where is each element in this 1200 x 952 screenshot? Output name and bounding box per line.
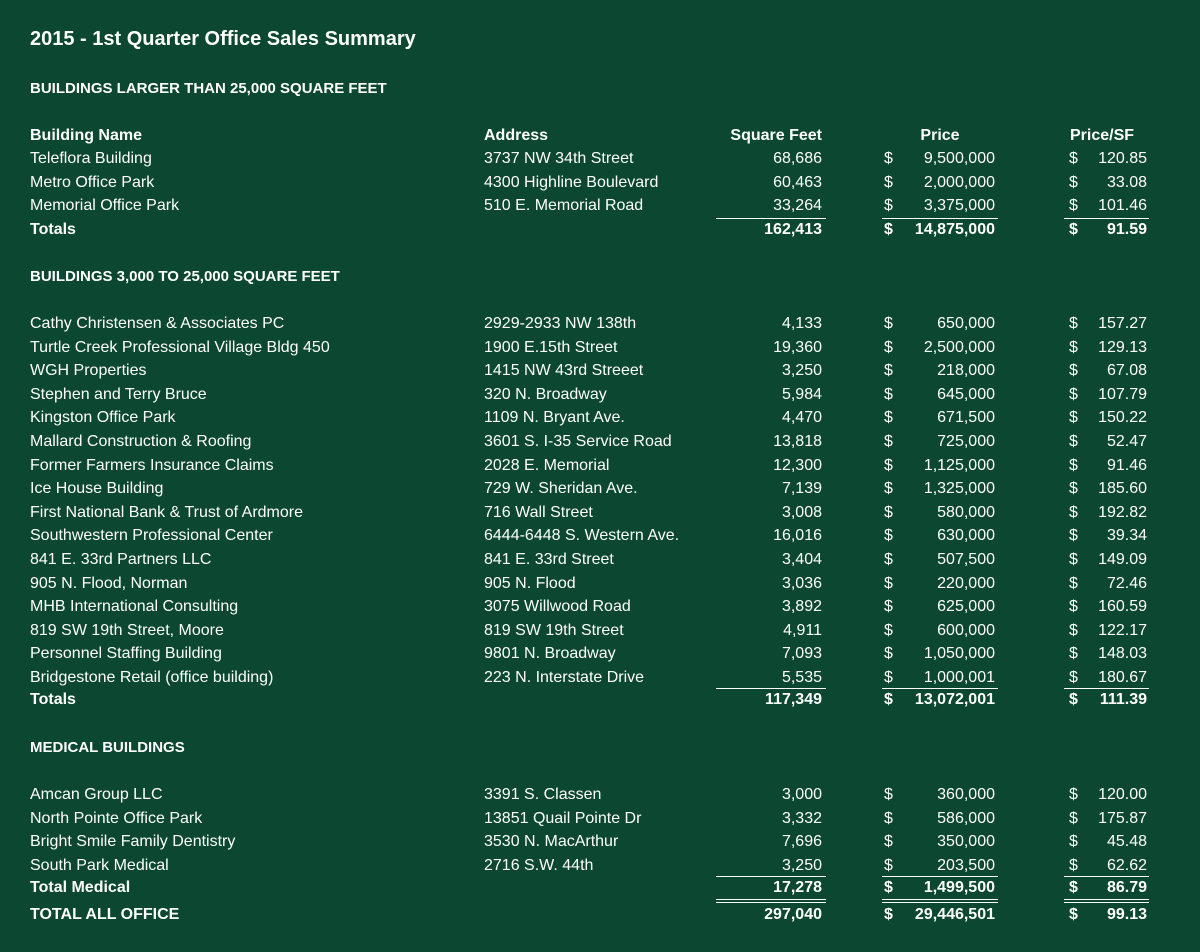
cell-square-feet: 5,535 [781,669,822,686]
cell-name: Metro Office Park [30,173,155,191]
cell-price-sf: 148.03 [1098,645,1147,663]
cell-price: 9,500,000 [923,150,995,167]
cell-price-currency: $ [884,385,893,403]
cell-name: 819 SW 19th Street, Moore [30,621,224,639]
table-row [0,831,1200,855]
cell-price-currency: $ [884,315,893,332]
cell-price-currency: $ [884,338,893,356]
cell-price: 1,325,000 [923,480,995,498]
cell-price-sf: 101.46 [1098,197,1147,214]
cell-price-sf-currency: $ [1069,197,1078,214]
cell-address: 3530 N. MacArthur [484,833,619,850]
cell-square-feet: 3,008 [781,503,822,521]
cell-price-sf: 149.09 [1098,551,1147,568]
cell-square-feet: 68,686 [773,150,822,167]
cell-square-feet: 4,133 [781,315,822,332]
cell-price-currency: $ [884,433,893,450]
totals-row [0,877,1200,901]
cell-price-sf-currency: $ [1069,856,1078,874]
section-heading-mid: BUILDINGS 3,000 TO 25,000 SQUARE FEET [30,268,340,285]
cell-square-feet: 7,696 [781,833,822,850]
cell-price-currency: $ [884,856,893,874]
cell-price-sf-currency: $ [1069,786,1078,803]
cell-price: 29,446,501 [914,906,995,923]
grand-total-rule-sf [716,899,826,903]
cell-price-sf-currency: $ [1069,809,1078,827]
cell-price: 2,000,000 [923,173,995,191]
cell-name: Total Medical [30,879,131,896]
cell-address: 905 N. Flood [484,574,576,592]
cell-address: 1415 NW 43rd Streeet [484,362,644,380]
cell-price: 1,050,000 [923,645,995,663]
cell-price: 220,000 [937,574,995,592]
table-row [0,549,1200,573]
table-row [0,808,1200,832]
cell-price-sf-currency: $ [1069,221,1078,238]
cell-square-feet: 4,911 [783,621,822,639]
cell-price-sf: 150.22 [1098,409,1147,427]
table-row [0,148,1200,172]
table-row [0,573,1200,597]
cell-price-sf-currency: $ [1069,551,1078,568]
cell-price-sf-currency: $ [1069,503,1078,521]
table-row [0,478,1200,502]
cell-price-currency: $ [884,574,893,592]
cell-price-currency: $ [884,409,893,427]
table-row [0,360,1200,384]
cell-price-sf: 122.17 [1098,621,1147,639]
table-row [0,596,1200,620]
cell-name: Teleflora Building [30,150,152,167]
cell-price-sf-currency: $ [1069,527,1078,545]
cell-price-currency: $ [884,456,893,474]
table-row [0,172,1200,196]
cell-price-currency: $ [884,150,893,167]
table-header [0,125,1200,149]
cell-price-currency: $ [884,833,893,850]
cell-name: Former Farmers Insurance Claims [30,456,274,474]
section-heading-medical: MEDICAL BUILDINGS [30,739,185,756]
header-building-name: Building Name [30,127,143,144]
cell-price: 630,000 [937,527,995,545]
cell-name: Cathy Christensen & Associates PC [30,315,285,332]
cell-address: 3391 S. Classen [484,786,602,803]
cell-price-sf-currency: $ [1069,833,1078,850]
grand-total-row [0,904,1200,928]
cell-name: Personnel Staffing Building [30,645,222,663]
cell-price: 645,000 [937,385,995,403]
cell-square-feet: 19,360 [773,338,822,356]
cell-square-feet: 5,984 [781,385,822,403]
table-row [0,455,1200,479]
cell-price-currency: $ [884,527,893,545]
cell-price-sf: 86.79 [1106,879,1147,896]
cell-address: 2028 E. Memorial [484,456,610,474]
cell-price-currency: $ [884,691,893,708]
table-row [0,643,1200,667]
table-row [0,667,1200,691]
cell-name: First National Bank & Trust of Ardmore [30,503,303,521]
subtotal-rule-sf [716,688,826,689]
cell-name: Stephen and Terry Bruce [30,385,207,403]
totals-row [0,689,1200,713]
header-square-feet: Square Feet [730,127,822,144]
cell-price-currency: $ [884,906,893,923]
cell-name: Ice House Building [30,480,164,498]
cell-square-feet: 16,016 [773,527,822,545]
cell-address: 716 Wall Street [484,503,593,521]
cell-name: South Park Medical [30,856,169,874]
table-row [0,620,1200,644]
table-row [0,525,1200,549]
subtotal-rule-psf [1064,218,1149,219]
cell-price-sf-currency: $ [1069,598,1078,616]
subtotal-rule-price [882,876,998,877]
cell-price-sf-currency: $ [1069,150,1078,167]
cell-name: Turtle Creek Professional Village Bldg 450 [30,338,330,356]
cell-name: Totals [30,221,76,238]
cell-price-sf: 129.13 [1098,338,1147,356]
cell-name: Memorial Office Park [30,197,180,214]
cell-price-sf: 45.48 [1106,833,1147,850]
cell-price-currency: $ [884,598,893,616]
cell-name: MHB International Consulting [30,598,239,616]
cell-price-currency: $ [884,173,893,191]
cell-square-feet: 3,250 [781,362,822,380]
cell-name: Bridgestone Retail (office building) [30,669,274,686]
cell-square-feet: 7,093 [781,645,822,663]
subtotal-rule-psf [1064,876,1149,877]
cell-address: 819 SW 19th Street [484,621,624,639]
cell-price-sf-currency: $ [1069,338,1078,356]
cell-price-sf-currency: $ [1069,409,1078,427]
cell-price: 580,000 [937,503,995,521]
cell-name: Amcan Group LLC [30,786,163,803]
cell-name: North Pointe Office Park [30,809,203,827]
cell-address: 9801 N. Broadway [484,645,616,663]
cell-price-currency: $ [884,503,893,521]
subtotal-rule-psf [1064,688,1149,689]
subtotal-rule-price [882,218,998,219]
cell-price: 1,125,000 [923,456,995,474]
cell-price-currency: $ [884,362,893,380]
cell-name: WGH Properties [30,362,147,380]
cell-price-sf: 91.46 [1106,456,1147,474]
cell-price-sf: 62.62 [1106,856,1147,874]
table-row [0,502,1200,526]
header-price-sf: Price/SF [1070,127,1135,144]
cell-price: 13,072,001 [914,691,995,708]
subtotal-rule-sf [716,876,826,877]
cell-price-sf: 160.59 [1098,598,1147,616]
table-row [0,855,1200,879]
cell-price-sf: 99.13 [1106,906,1147,923]
table-row [0,407,1200,431]
cell-price-sf-currency: $ [1069,480,1078,498]
cell-price-sf-currency: $ [1069,173,1078,191]
cell-name: Southwestern Professional Center [30,527,273,545]
cell-price-currency: $ [884,221,893,238]
page-title: 2015 - 1st Quarter Office Sales Summary [30,28,416,50]
cell-address: 841 E. 33rd Street [484,551,614,568]
cell-price-sf: 67.08 [1106,362,1147,380]
cell-address: 3075 Willwood Road [484,598,631,616]
cell-price-sf: 175.87 [1098,809,1147,827]
cell-address: 2929-2933 NW 138th [484,315,637,332]
cell-name: TOTAL ALL OFFICE [30,906,180,923]
cell-price-sf-currency: $ [1069,879,1078,896]
cell-square-feet: 17,278 [773,879,822,896]
grand-total-rule-price [882,899,998,903]
cell-price-currency: $ [884,786,893,803]
cell-price: 2,500,000 [923,338,995,356]
cell-price-sf: 107.79 [1098,385,1147,403]
cell-price-sf-currency: $ [1069,362,1078,380]
cell-price-sf-currency: $ [1069,456,1078,474]
header-address: Address [484,127,549,144]
cell-name: Totals [30,691,76,708]
cell-price: 725,000 [937,433,995,450]
cell-name: Kingston Office Park [30,409,176,427]
section-heading-large: BUILDINGS LARGER THAN 25,000 SQUARE FEET [30,80,387,97]
cell-square-feet: 3,036 [781,574,822,592]
cell-address: 13851 Quail Pointe Dr [484,809,642,827]
cell-price-sf-currency: $ [1069,385,1078,403]
cell-square-feet: 3,000 [781,786,822,803]
cell-square-feet: 3,404 [781,551,822,568]
cell-name: Mallard Construction & Roofing [30,433,252,450]
table-row [0,195,1200,219]
cell-price-sf: 111.39 [1099,691,1147,708]
subtotal-rule-price [882,688,998,689]
grand-total-rule-psf [1064,899,1149,903]
cell-price: 600,000 [937,621,995,639]
cell-address: 510 E. Memorial Road [484,197,644,214]
cell-price-sf-currency: $ [1069,645,1078,663]
cell-price-currency: $ [884,645,893,663]
cell-square-feet: 7,139 [781,480,822,498]
header-price: Price [920,127,960,144]
cell-address: 6444-6448 S. Western Ave. [484,527,680,545]
cell-price: 1,000,001 [923,669,995,686]
cell-price-currency: $ [884,669,893,686]
totals-row [0,219,1200,243]
cell-price-sf: 120.00 [1098,786,1147,803]
cell-square-feet: 60,463 [773,173,822,191]
cell-price-sf-currency: $ [1069,574,1078,592]
cell-square-feet: 4,470 [781,409,822,427]
cell-price-sf: 91.59 [1106,221,1147,238]
table-row [0,313,1200,337]
cell-square-feet: 3,250 [781,856,822,874]
cell-price-sf-currency: $ [1069,433,1078,450]
cell-price-sf-currency: $ [1069,669,1078,686]
cell-square-feet: 12,300 [773,456,822,474]
cell-price: 218,000 [937,362,995,380]
cell-price-sf: 39.34 [1106,527,1147,545]
cell-price-sf-currency: $ [1069,691,1078,708]
cell-price-sf-currency: $ [1069,315,1078,332]
cell-price: 350,000 [937,833,995,850]
table-row [0,784,1200,808]
cell-price-sf-currency: $ [1069,621,1078,639]
cell-price: 625,000 [937,598,995,616]
cell-price-sf-currency: $ [1069,906,1078,923]
cell-price-currency: $ [884,551,893,568]
cell-price-sf: 180.67 [1098,669,1147,686]
subtotal-rule-sf [716,218,826,219]
cell-price-currency: $ [884,480,893,498]
cell-price-sf: 192.82 [1098,503,1147,521]
cell-price-sf: 185.60 [1098,480,1147,498]
cell-price: 1,499,500 [923,879,995,896]
cell-square-feet: 3,332 [781,809,822,827]
cell-price-currency: $ [884,809,893,827]
cell-price: 203,500 [937,856,995,874]
cell-price-sf: 120.85 [1098,150,1147,167]
cell-square-feet: 33,264 [773,197,822,214]
cell-price: 3,375,000 [923,197,995,214]
cell-square-feet: 117,349 [765,691,822,708]
cell-name: Bright Smile Family Dentistry [30,833,236,850]
cell-square-feet: 3,892 [781,598,822,616]
cell-price: 671,500 [937,409,995,427]
cell-price-currency: $ [884,879,893,896]
cell-address: 320 N. Broadway [484,385,607,403]
cell-address: 1109 N. Bryant Ave. [484,409,625,427]
cell-address: 223 N. Interstate Drive [484,669,645,686]
cell-price-sf: 33.08 [1106,173,1147,191]
cell-price-currency: $ [884,197,893,214]
cell-address: 1900 E.15th Street [484,338,618,356]
table-row [0,384,1200,408]
cell-price: 14,875,000 [914,221,995,238]
cell-address: 4300 Highline Boulevard [484,173,659,191]
table-row [0,337,1200,361]
cell-price: 586,000 [937,809,995,827]
cell-address: 3737 NW 34th Street [484,150,634,167]
cell-price-currency: $ [884,621,893,639]
cell-price-sf: 72.46 [1106,574,1147,592]
cell-square-feet: 13,818 [773,433,822,450]
cell-square-feet: 297,040 [764,906,822,923]
cell-address: 729 W. Sheridan Ave. [484,480,638,498]
cell-price-sf: 52.47 [1106,433,1147,450]
cell-price: 507,500 [937,551,995,568]
cell-square-feet: 162,413 [764,221,822,238]
cell-address: 2716 S.W. 44th [484,856,594,874]
table-row [0,431,1200,455]
cell-name: 905 N. Flood, Norman [30,574,188,592]
cell-price-sf: 157.27 [1098,315,1147,332]
cell-price: 360,000 [937,786,995,803]
cell-address: 3601 S. I-35 Service Road [484,433,672,450]
cell-price: 650,000 [937,315,995,332]
cell-name: 841 E. 33rd Partners LLC [30,551,212,568]
